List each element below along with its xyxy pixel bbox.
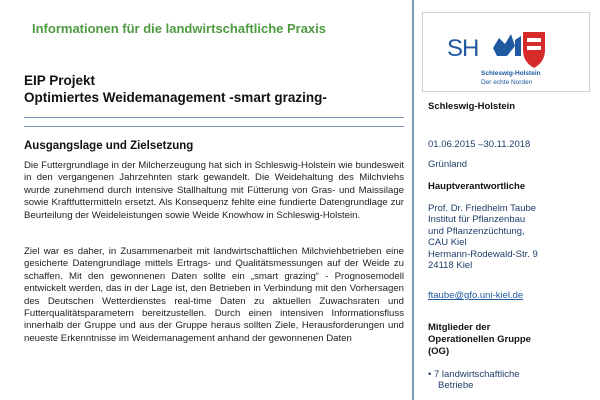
responsible-contact bbox=[428, 203, 598, 271]
responsible-heading: Hauptverantwortliche bbox=[428, 181, 526, 192]
contact-line: und Pflanzenzüchtung, bbox=[428, 225, 525, 237]
paragraph-background: Die Futtergrundlage in der Milcherzeugung hat sich in Schleswig-Holstein wie bundesweit in den vergangenen Jahrzehnten stark gewandelt. Die Weidehaltung des Milchviehs wurde zunehmend durch intensive Stallhaltung mit Fütterung von Gras- und Maissilage sowie Kraftfuttermitteln ersetzt. Als Konsequenz fehlte eine fundierte Datengrundlage zur Beurteilung der Weideleistungen sowie Weide Knowhow in Schleswig-Holstein. bbox=[24, 160, 404, 221]
logo-sh-text: SH bbox=[447, 35, 479, 62]
project-label: EIP Projekt bbox=[24, 73, 96, 88]
contact-line: CAU Kiel bbox=[428, 237, 467, 249]
divider-top bbox=[24, 117, 404, 118]
contact-line: 24118 Kiel bbox=[428, 260, 473, 272]
logo-slogan: Der echte Norden bbox=[481, 79, 533, 86]
project-dates: 01.06.2015 –30.11.2018 bbox=[428, 139, 531, 150]
paragraph-objective: Ziel war es daher, in Zusammenarbeit mit landwirtschaftlichen Milchviehbetrieben eine gesicherte Datengrundlage mittels Ertrags- und Qualitätsmessungen auf der Weide zu schaffen. Mit den gewonnenen Daten sollte ein „smart grazing“ - Prognosemodell entwickelt werden, das in der Lage ist, den Betrieben in Verbindung mit den Vorhersagen des Deutschen Wetterdienstes real-time Daten zu aktuellen Zuwachsraten und Futterqualitätsparametern bereitzustellen. Durch einen intensiven Informationsfluss innerhalb der Gruppe und aus der Gruppe heraus sollten Ziele, Herausforderungen und neueste Erkenntnisse im Weidemanagement anhand der gewonnenen Daten bbox=[24, 246, 404, 344]
list-item: Betriebe bbox=[438, 380, 474, 392]
contact-line: Institut für Pflanzenbau bbox=[428, 214, 526, 226]
info-sidebar bbox=[412, 0, 600, 400]
section-heading: Ausgangslage und Zielsetzung bbox=[24, 140, 194, 152]
og-heading-line: Mitglieder der bbox=[428, 322, 491, 333]
state-logo bbox=[422, 12, 590, 92]
contact-line: Hermann-Rodewald-Str. 9 bbox=[428, 248, 538, 260]
og-member-list bbox=[428, 369, 598, 392]
project-region: Schleswig-Holstein bbox=[428, 101, 516, 112]
divider-bottom bbox=[24, 126, 404, 127]
list-item: • 7 landwirtschaftliche bbox=[428, 369, 520, 380]
og-heading-line: Operationellen Gruppe bbox=[428, 334, 531, 345]
logo-state-name: Schleswig-Holstein bbox=[481, 70, 541, 77]
publication-header: Informationen für die landwirtschaftliche Praxis bbox=[32, 21, 327, 36]
og-heading-line: (OG) bbox=[428, 346, 450, 357]
project-topic: Grünland bbox=[428, 159, 468, 170]
project-title-block bbox=[24, 72, 404, 106]
contact-line: Prof. Dr. Friedhelm Taube bbox=[428, 203, 537, 214]
email-link[interactable]: ftaube@gfo.uni-kiel.de bbox=[428, 290, 524, 301]
og-heading bbox=[428, 322, 598, 358]
project-title: Optimiertes Weidemanagement -smart grazing- bbox=[24, 90, 327, 105]
schleswig-holstein-emblem-icon bbox=[489, 26, 553, 72]
